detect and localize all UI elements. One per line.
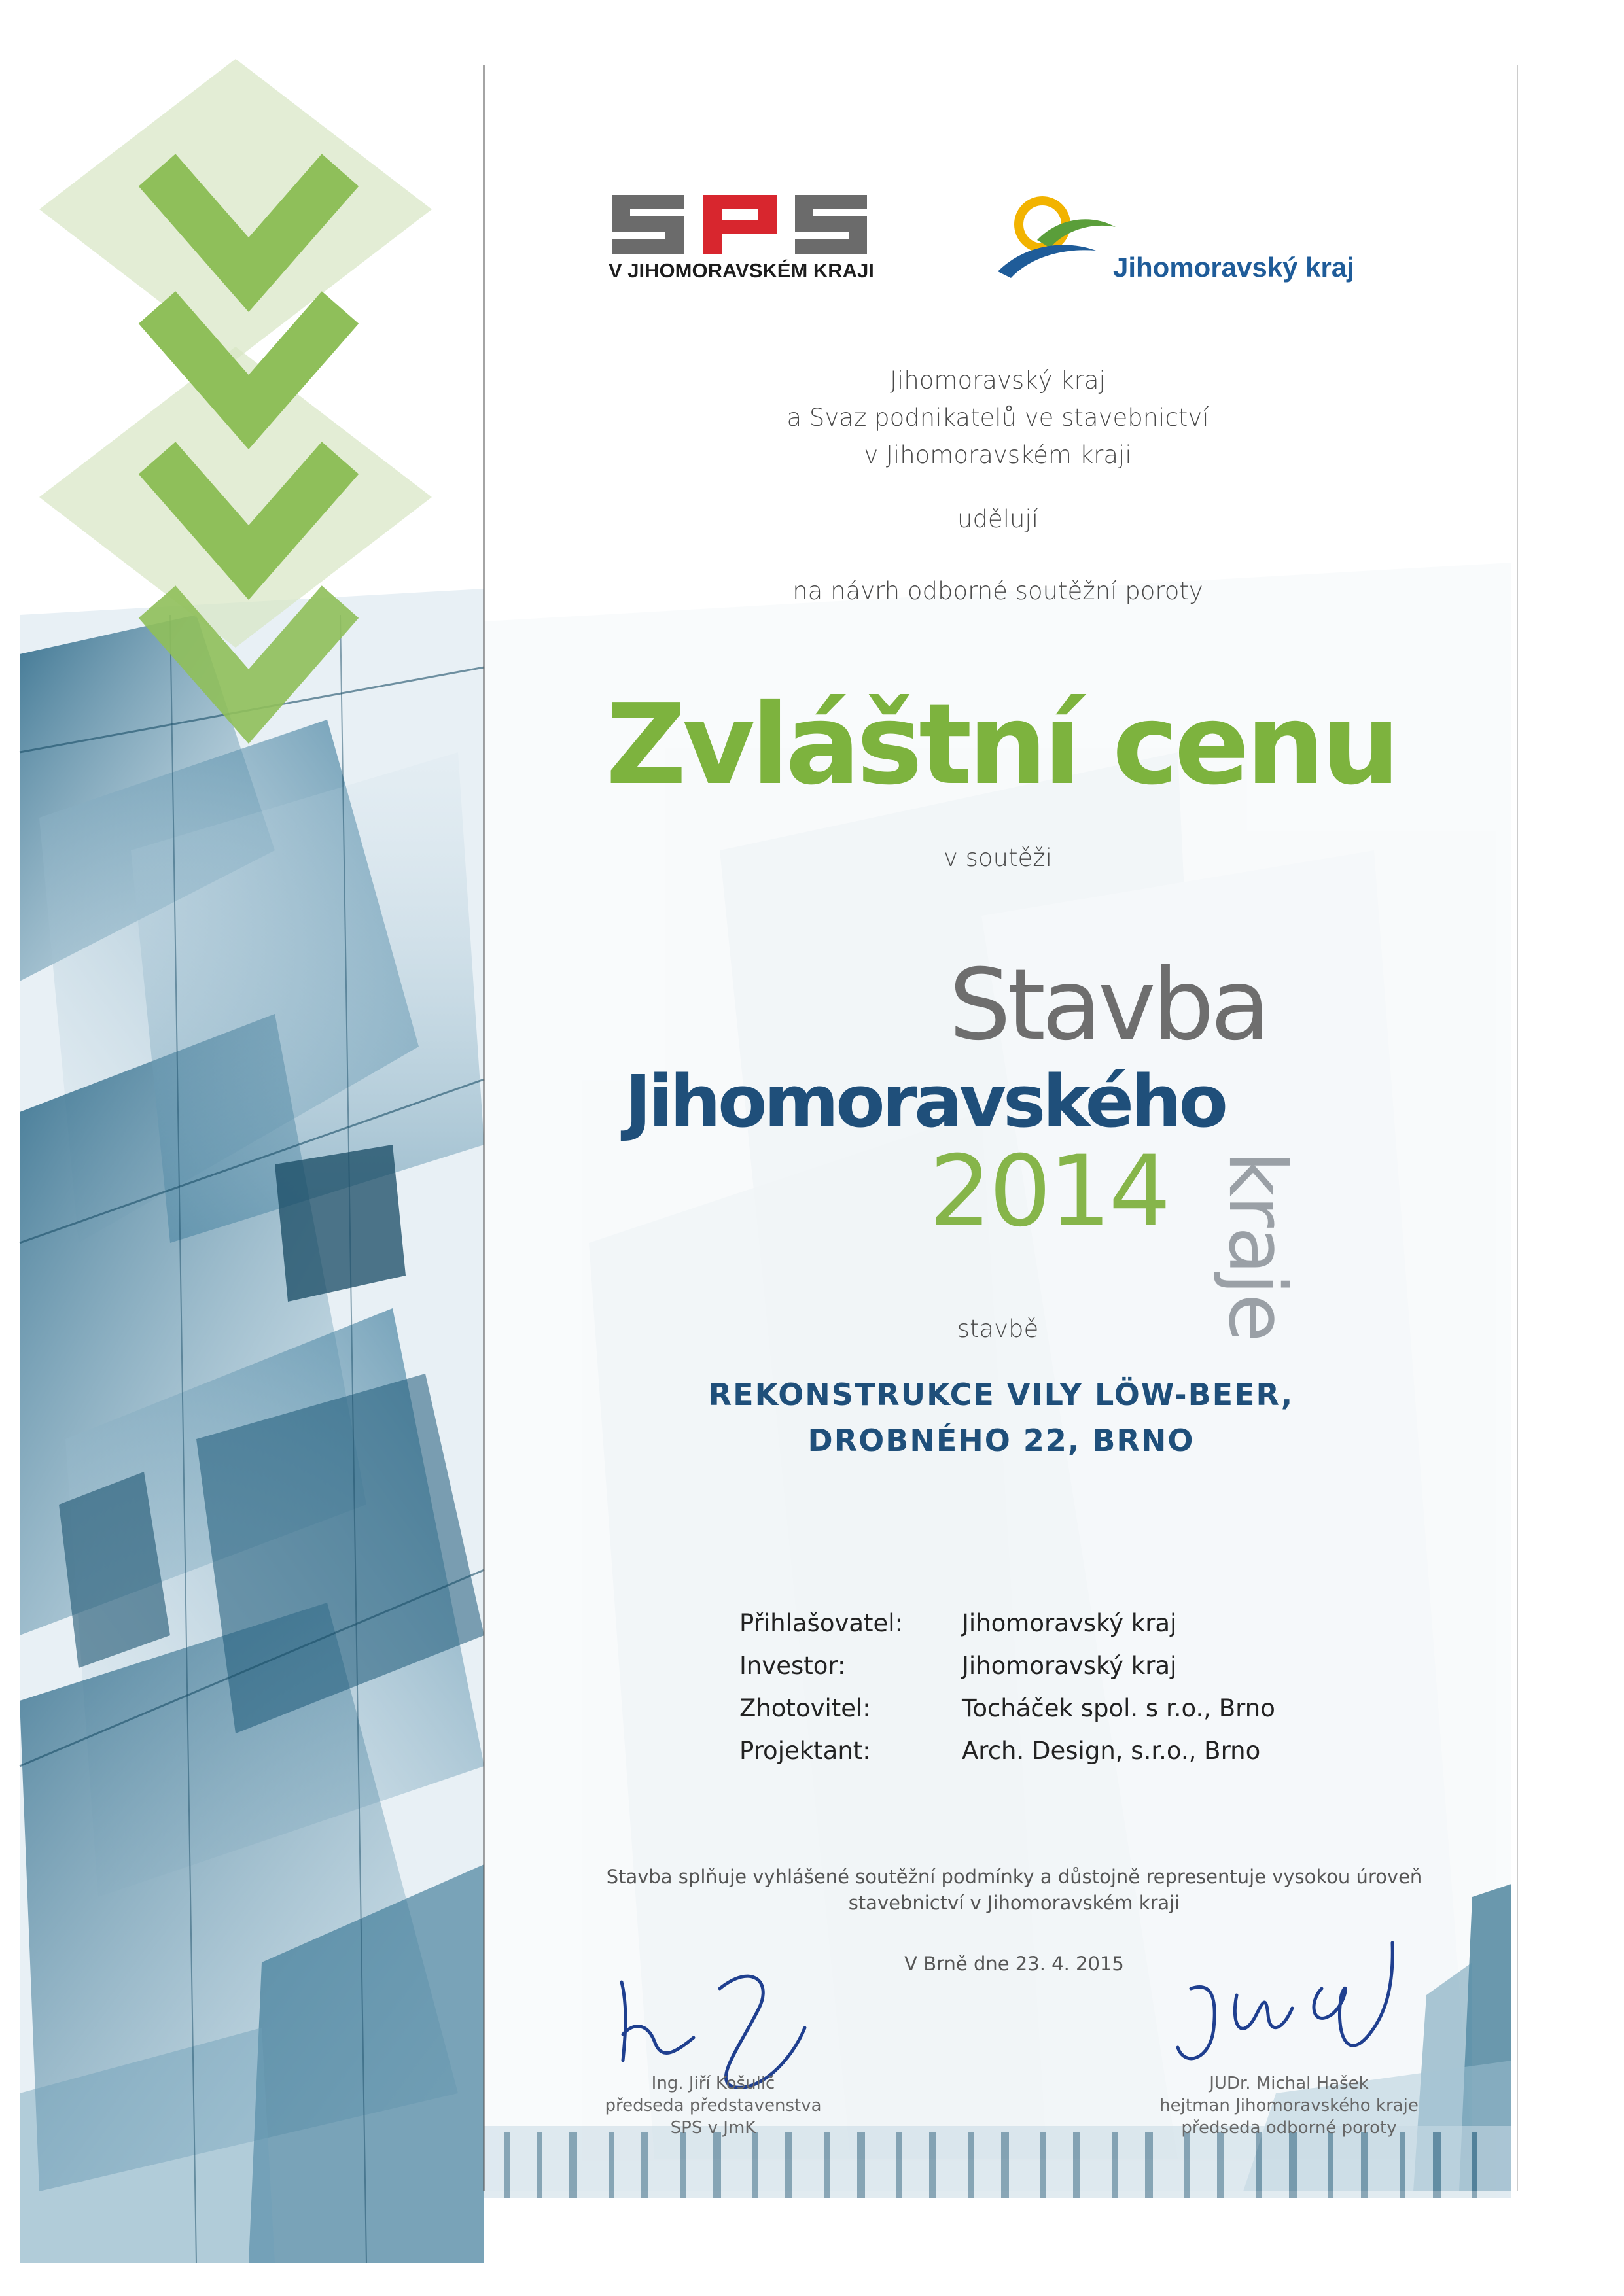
region-logo-name: Jihomoravský kraj <box>1113 252 1354 283</box>
signatory-right <box>1139 2072 1439 2139</box>
intro-verb: udělují <box>957 505 1038 533</box>
award-title: Zvláštní cenu <box>605 680 1397 810</box>
signature-right <box>1152 1917 1426 2087</box>
details-label: Investor: <box>739 1652 846 1680</box>
region-logo-mark <box>991 193 1129 278</box>
region-logo <box>991 193 1410 298</box>
intro-proposal: na návrh odborné soutěžní poroty <box>792 577 1203 605</box>
details-value: Arch. Design, s.r.o., Brno <box>962 1737 1261 1765</box>
intro-line-3: v Jihomoravském kraji <box>864 441 1132 469</box>
competition-intro: v soutěži <box>944 844 1052 872</box>
building-name-line-1: REKONSTRUKCE VILY LÖW-BEER, <box>708 1377 1294 1412</box>
place-date: V Brně dne 23. 4. 2015 <box>904 1953 1124 1975</box>
details-row <box>739 1609 1275 1652</box>
signatory-role: předseda odborné poroty <box>1181 2118 1397 2138</box>
sps-logo-subtitle: V JIHOMORAVSKÉM KRAJI <box>609 259 874 282</box>
details-row <box>739 1694 1275 1737</box>
details-row <box>739 1737 1275 1779</box>
signatory-role: SPS v JmK <box>670 2118 756 2138</box>
sps-logo <box>605 182 874 293</box>
sheet-fold-line <box>483 65 485 2191</box>
details-value: Jihomoravský kraj <box>962 1609 1177 1637</box>
background-glass-building <box>20 589 484 2263</box>
competition-word-kraje: kraje <box>1211 1151 1302 1341</box>
signatory-role: předseda představenstva <box>605 2096 822 2115</box>
details-table <box>739 1609 1275 1779</box>
recipient-intro: stavbě <box>957 1315 1039 1343</box>
competition-word-jihomoravskeho: Jihomoravského <box>625 1060 1226 1143</box>
building-name-line-2: DROBNÉHO 22, BRNO <box>807 1423 1195 1458</box>
details-label: Přihlašovatel: <box>739 1609 904 1637</box>
intro-line-1: Jihomoravský kraj <box>890 366 1106 394</box>
details-row <box>739 1652 1275 1694</box>
sps-logo-letters <box>605 182 874 260</box>
statement-line-2: stavebnictví v Jihomoravském kraji <box>848 1892 1180 1914</box>
details-value: Tocháček spol. s r.o., Brno <box>962 1694 1275 1722</box>
competition-year: 2014 <box>929 1135 1169 1249</box>
details-label: Zhotovitel: <box>739 1694 871 1722</box>
signatory-name: JUDr. Michal Hašek <box>1209 2074 1369 2093</box>
sheet-edge-line <box>1517 65 1518 2191</box>
details-value: Jihomoravský kraj <box>962 1652 1177 1680</box>
competition-word-stavba: Stavba <box>949 948 1267 1062</box>
signatory-role: hejtman Jihomoravského kraje <box>1159 2096 1419 2115</box>
intro-line-2: a Svaz podnikatelů ve stavebnictví <box>786 404 1209 432</box>
details-label: Projektant: <box>739 1737 871 1765</box>
statement-line-1: Stavba splňuje vyhlášené soutěžní podmínky a důstojně representuje vysokou úroveň <box>606 1866 1422 1888</box>
signatory-left <box>576 2072 851 2139</box>
signatory-name: Ing. Jiří Košulič <box>651 2074 775 2093</box>
